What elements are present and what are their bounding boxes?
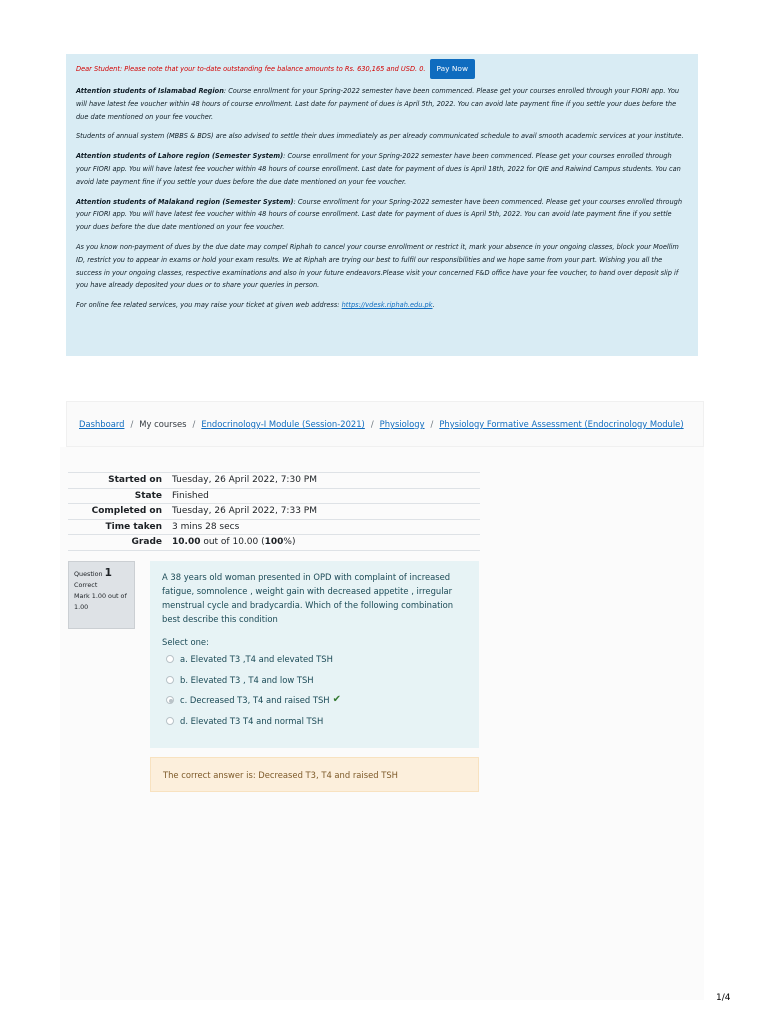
malakand-notice	[76, 196, 688, 234]
answer-label: a. Elevated T3 ,T4 and elevated TSH	[180, 654, 333, 665]
question-label: Question	[74, 570, 103, 578]
nonpayment-notice: As you know non-payment of dues by the due date may compel Riphah to cancel your course enrollment or restrict it, mark your absence in your ongoing classes, block your Moellim ID, restrict you to appear in exams or hold your exam results. We at Riphah are trying our best to fulfil our responsibilities and we hope same from your part. Wishing you all the success in your ongoing classes, respective examinations and also in your future endeavors.Please visit your concerned F&D office have your fee voucher, to hand over deposit slip if you have already deposited your dues or to share your queries in person.	[76, 242, 679, 290]
radio-button[interactable]	[166, 655, 174, 663]
summary-row	[68, 504, 480, 520]
grade-percent: 100	[264, 537, 284, 548]
summary-value: Tuesday, 26 April 2022, 7:30 PM	[172, 475, 317, 486]
grade-out-of: out of 10.00 (	[200, 537, 265, 548]
breadcrumb-separator: /	[130, 419, 134, 429]
breadcrumb-physiology[interactable]: Physiology	[379, 419, 425, 429]
select-one-prompt: Select one:	[162, 637, 209, 647]
fee-balance-text: Dear Student: Please note that your to-date outstanding fee balance amounts to Rs. 630,165 and USD. 0.	[76, 64, 426, 73]
page-number: 1/4	[716, 993, 731, 1003]
lahore-heading: Attention students of Lahore region (Semester System)	[76, 152, 284, 161]
breadcrumb-separator: /	[370, 419, 374, 429]
islamabad-heading: Attention students of Islamabad Region	[76, 87, 224, 95]
answer-label: c. Decreased T3, T4 and raised TSH	[180, 695, 330, 706]
breadcrumb-dashboard[interactable]: Dashboard	[79, 419, 125, 429]
question-number-line	[74, 568, 129, 580]
islamabad-body: : Course enrollment for your Spring-2022 semester have been commenced. Please get your courses enrolled through your FIORI app. You will have latest fee voucher within 48 hours of course enrollment. Last date for payment of dues is April 5th, 2022. You can avoid late payment fine if you settle your dues before the due date mentioned on your fee voucher.	[76, 87, 680, 121]
breadcrumb-separator: /	[430, 419, 434, 429]
grade-value	[168, 535, 480, 551]
breadcrumb-quiz[interactable]: Physiology Formative Assessment (Endocrinology Module)	[439, 419, 684, 429]
grade-end: %)	[283, 537, 296, 548]
malakand-body: : Course enrollment for your Spring-2022 semester have been commenced. Please get your courses enrolled through your FIORI app. You will have latest fee voucher within 48 hours of course enrollment. Last date for payment of dues is April 5th, 2022. You can avoid late payment fine if you settle your dues before the due date mentioned on your fee voucher.	[76, 197, 683, 232]
pay-now-button[interactable]: Pay Now	[430, 59, 475, 79]
radio-button[interactable]	[166, 717, 174, 725]
breadcrumb-course[interactable]: Endocrinology-I Module (Session-2021)	[201, 419, 365, 429]
summary-label: State	[134, 490, 162, 501]
question-status: Correct	[74, 581, 98, 589]
lahore-body: : Course enrollment for your Spring-2022 semester have been commenced. Please get your courses enrolled through your FIORI app. You will have latest fee voucher within 48 hours of course enrollment. Last date for payment of dues is April 18th, 2022 for QIE and Raiwind Campus students. You can avoid late payment fine if you settle your dues before the due date mentioned on your fee voucher.	[76, 152, 681, 186]
radio-button-selected[interactable]	[166, 696, 174, 704]
breadcrumb-my-courses: My courses	[139, 419, 187, 429]
grade-score: 10.00	[172, 537, 201, 548]
answer-option-d[interactable]	[162, 711, 467, 732]
question-mark: Mark 1.00 out of 1.00	[74, 592, 127, 611]
summary-value: Finished	[172, 490, 209, 501]
answer-option-b[interactable]	[162, 670, 467, 691]
summary-label: Completed on	[91, 506, 162, 517]
online-services-end: .	[432, 301, 435, 310]
grade-label: Grade	[131, 537, 162, 548]
breadcrumb	[66, 401, 704, 447]
summary-row	[68, 519, 480, 535]
breadcrumb-separator: /	[192, 419, 196, 429]
radio-button[interactable]	[166, 676, 174, 684]
online-services-notice	[76, 299, 688, 312]
question-text: A 38 years old woman presented in OPD with complaint of increased fatigue, somnolence , weight gain with decreased appetite , irregular menstrual cycle and bradycardia. Which of the following combination best describe this condition	[162, 572, 454, 624]
correct-answer-feedback: The correct answer is: Decreased T3, T4 and raised TSH	[150, 757, 479, 792]
answer-option-a[interactable]	[162, 649, 467, 670]
vdesk-link[interactable]: https://vdesk.riphah.edu.pk	[341, 301, 433, 310]
summary-value: Tuesday, 26 April 2022, 7:33 PM	[172, 506, 317, 517]
question-number: 1	[104, 567, 112, 579]
quiz-summary-table	[68, 472, 480, 551]
annual-system-notice: Students of annual system (MBBS & BDS) are also advised to settle their dues immediately as per already communicated schedule to avail smooth academic services at your institute.	[76, 132, 684, 141]
malakand-heading: Attention students of Malakand region (Semester System)	[76, 197, 294, 206]
summary-row	[68, 488, 480, 504]
checkmark-icon: ✔	[332, 694, 341, 706]
summary-label: Started on	[108, 475, 162, 486]
fee-notice-panel	[66, 54, 698, 356]
answer-label: d. Elevated T3 T4 and normal TSH	[180, 715, 324, 726]
answer-label: b. Elevated T3 , T4 and low TSH	[180, 674, 314, 685]
question-content	[150, 561, 479, 748]
online-services-text: For online fee related services, you may raise your ticket at given web address:	[76, 301, 342, 310]
summary-label: Time taken	[105, 521, 162, 532]
summary-value: 3 mins 28 secs	[172, 521, 240, 532]
summary-row	[68, 473, 480, 489]
question-info-box	[68, 561, 135, 629]
fee-balance-line	[76, 59, 688, 79]
answer-option-c[interactable]	[162, 690, 467, 711]
islamabad-notice	[76, 85, 688, 123]
grade-row	[68, 535, 480, 551]
lahore-notice	[76, 150, 688, 188]
